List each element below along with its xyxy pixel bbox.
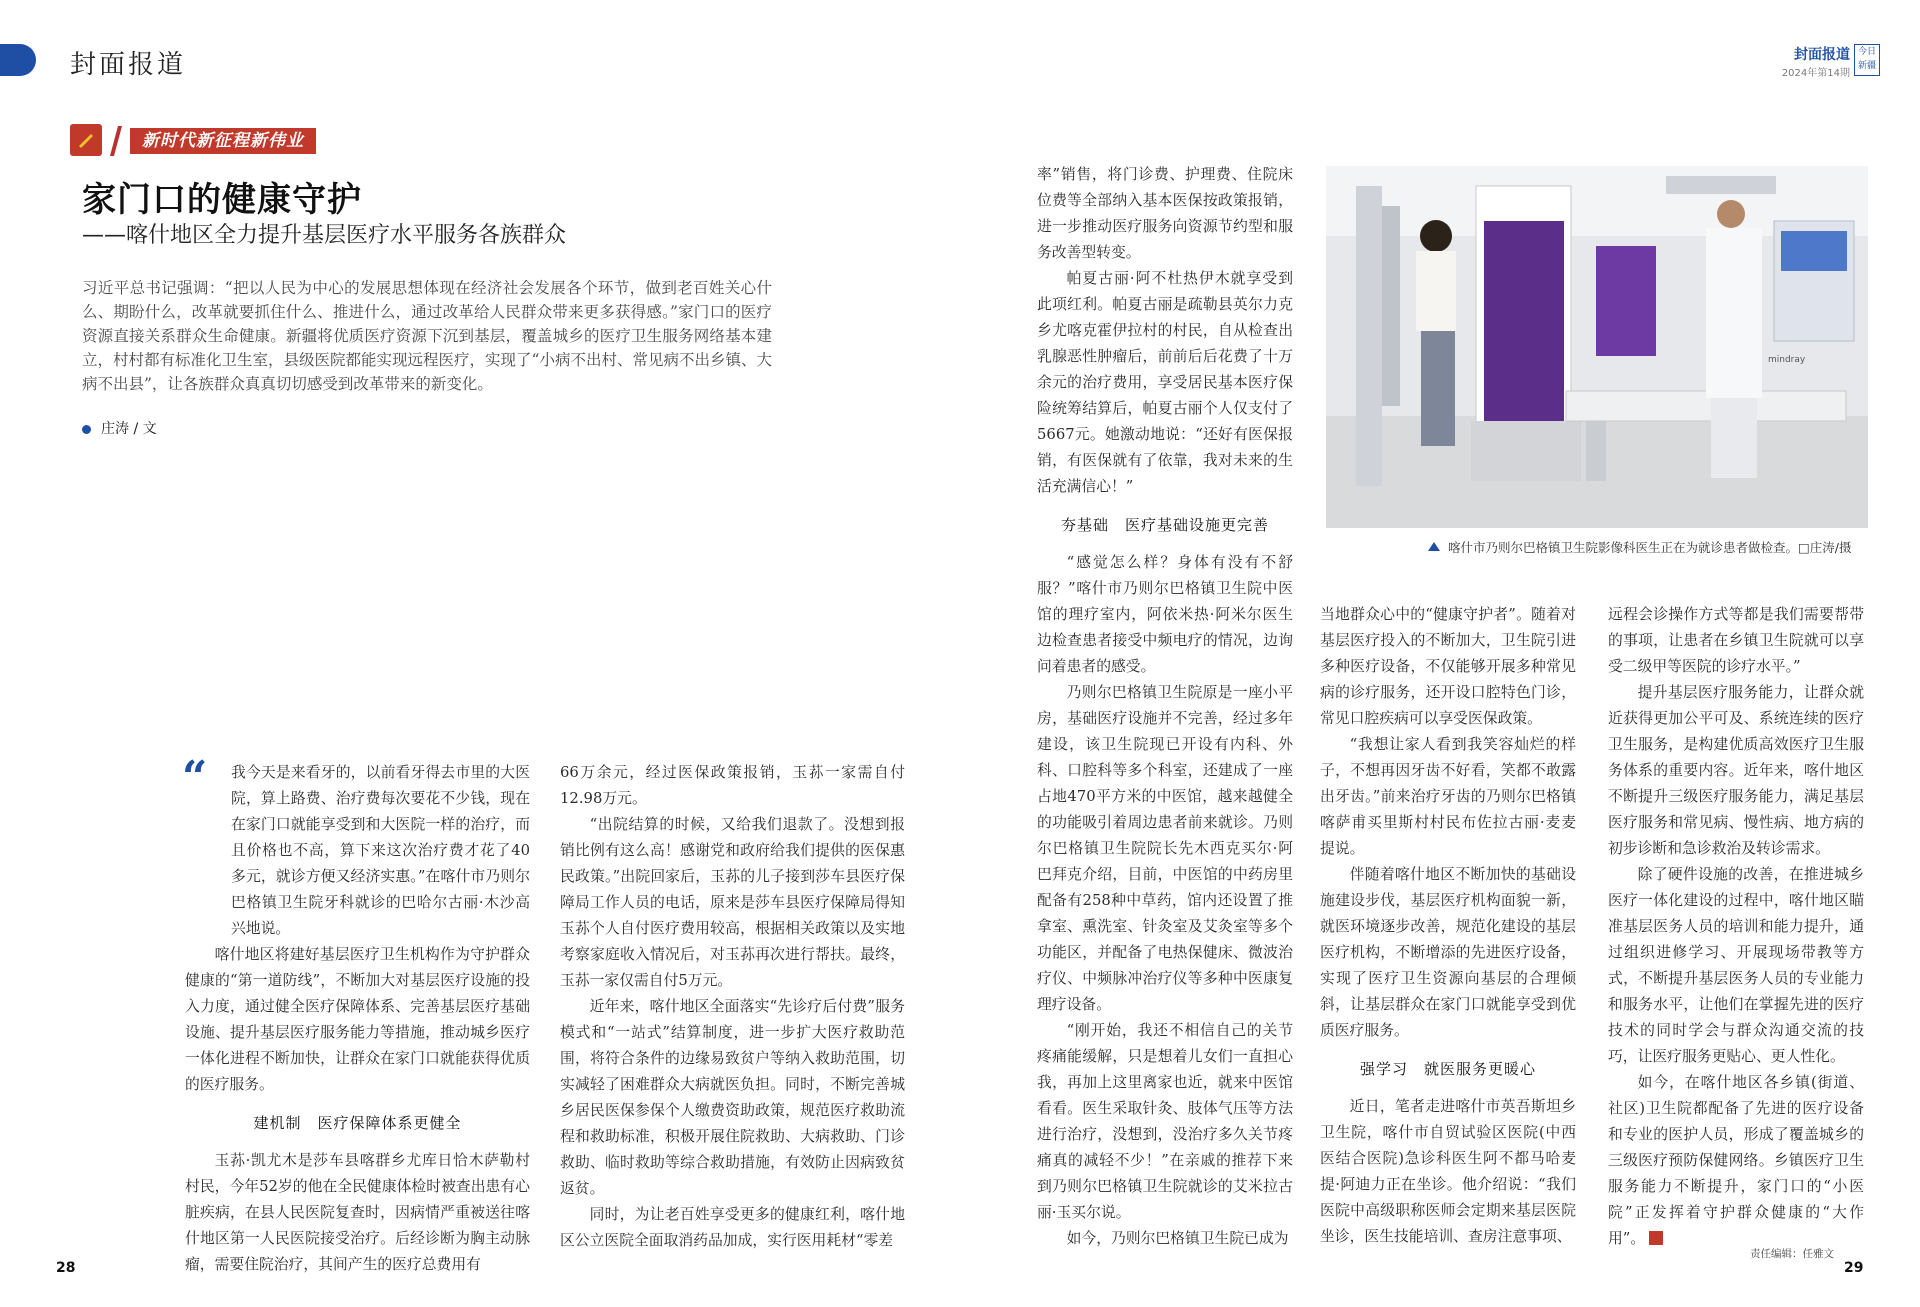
quote-mark-icon: “ [182, 752, 208, 803]
column-banner: 新时代新征程新伟业 [130, 128, 316, 154]
paragraph: 远程会诊操作方式等都是我们需要帮带的事项，让患者在乡镇卫生院就可以享受二级甲等医院的诊疗水平。” [1608, 606, 1864, 675]
paragraph: 当地群众心中的“健康守护者”。随着对基层医疗投入的不断加大，卫生院引进多种医疗设备，不仅能够开展多种常见病的诊疗服务，还开设口腔特色门诊，常见口腔疾病可以享受医保政策。 [1320, 606, 1576, 727]
page-number-right: 29 [1844, 1260, 1864, 1276]
paragraph: 除了硬件设施的改善，在推进城乡医疗一体化建设的过程中，喀什地区瞄准基层医务人员的培训和能力提升，通过组织进修学习、开展现场带教等方式，不断提升基层医务人员的专业能力和服务水平，让他们在掌握先进的医疗技术的同时学会与群众沟通交流的技巧，让医疗服务更贴心、更人性化。 [1608, 866, 1864, 1065]
brand-name: 封面报道 [1794, 47, 1850, 63]
section-heading: 建机制 医疗保障体系更健全 [253, 1114, 462, 1132]
section-heading: 夯基础 医疗基础设施更完善 [1060, 516, 1269, 534]
byline [82, 418, 157, 438]
article-photo [1326, 166, 1868, 528]
photo-caption: 喀什市乃则尔巴格镇卫生院影像科医生正在为就诊患者做检查。□庄涛/摄 [1448, 540, 1852, 555]
paragraph: “感觉怎么样？身体有没有不舒服？”喀什市乃则尔巴格镇卫生院中医馆的理疗室内，阿依米热·阿米尔医生边检查患者接受中频电疗的情况，边询问着患者的感受。 [1037, 554, 1293, 675]
paragraph: 近年来，喀什地区全面落实“先诊疗后付费”服务模式和“一站式”结算制度，进一步扩大医疗救助范围，将符合条件的边缘易致贫户等纳入救助范围，切实减轻了困难群众大病就医负担。同时，不断完善城乡居民医保参保个人缴费资助政策，规范医疗救助流程和救助标准，积极开展住院救助、大病救助、门诊救助、临时救助等综合救助措施，有效防止因病致贫返贫。 [560, 998, 905, 1197]
byline-dot-icon [82, 425, 91, 434]
text-column-2 [560, 760, 905, 1254]
paragraph: 66万余元，经过医保政策报销，玉荪一家需自付12.98万元。 [560, 764, 905, 807]
article-lead: 习近平总书记强调：“把以人民为中心的发展思想体现在经济社会发展各个环节，做到老百姓关心什么、期盼什么，改革就要抓住什么、推进什么，通过改革给人民群众带来更多获得感。”家门口的医疗资源直接关系群众生命健康。新疆将优质医疗资源下沉到基层，覆盖城乡的医疗卫生服务网络基本建立，村村都有标准化卫生室，县级医院都能实现远程医疗，实现了“小病不出村、常见病不出乡镇、大病不出县”，让各族群众真真切切感受到改革带来的新变化。 [82, 279, 772, 393]
paragraph: 近日，笔者走进喀什市英吾斯坦乡卫生院，喀什市自贸试验区医院(中西医结合医院)急诊科医生阿不都马哈麦提·阿迪力正在坐诊。他介绍说：“我们医院中高级职称医师会定期来基层医院坐诊，医生技能培训、查房注意事项、 [1320, 1098, 1576, 1245]
section-heading: 强学习 就医服务更暖心 [1359, 1060, 1536, 1078]
paragraph [1608, 1070, 1864, 1252]
end-mark-icon [1649, 1231, 1663, 1245]
party-emblem-icon [70, 124, 102, 156]
page-number-left: 28 [56, 1260, 76, 1276]
text-column-3 [1037, 162, 1293, 1252]
issue-number: 2024年第14期 [1781, 68, 1850, 79]
text-column-5 [1608, 602, 1864, 1252]
paragraph: “我想让家人看到我笑容灿烂的样子，不想再因牙齿不好看，笑都不敢露出牙齿。”前来治疗牙齿的乃则尔巴格镇喀萨甫买里斯村村民布佐拉古丽·麦麦提说。 [1320, 736, 1576, 857]
equipment-brand-label: mindray [1768, 355, 1806, 365]
paragraph: “出院结算的时候，又给我们退款了。没想到报销比例有这么高！感谢党和政府给我们提供的医保惠民政策。”出院回家后，玉荪的儿子接到莎车县医疗保障局工作人员的电话，原来是莎车县医疗保障局得知玉荪个人自付医疗费用较高，根据相关政策以及实地考察家庭收入情况后，对玉荪再次进行帮扶。最终，玉荪一家仅需自付5万元。 [560, 816, 905, 989]
paragraph: 如今，乃则尔巴格镇卫生院已成为 [1066, 1230, 1289, 1247]
magazine-brand [1782, 44, 1850, 79]
magazine-logo: 今日新疆 [1854, 44, 1880, 76]
paragraph: 乃则尔巴格镇卫生院原是一座小平房，基础医疗设施并不完善，经过多年建设，该卫生院现已开设有内科、外科、口腔科等多个科室，还建成了一座占地470平方米的中医馆，越来越健全的功能吸引着周边患者前来就诊。乃则尔巴格镇卫生院院长先木西克买尔·阿巴拜克介绍，目前，中医馆的中药房里配备有258种中草药，馆内还设置了推拿室、熏洗室、针灸室及艾灸室等多个功能区，并配备了电热保健床、微波治疗仪、中频脉冲治疗仪等多种中医康复理疗设备。 [1037, 684, 1293, 1013]
text-column-4 [1320, 602, 1576, 1250]
section-tab-marker [0, 44, 36, 76]
paragraph: 提升基层医疗服务能力，让群众就近获得更加公平可及、系统连续的医疗卫生服务，是构建优质高效医疗卫生服务体系的重要内容。近年来，喀什地区不断提升三级医疗服务能力，满足基层医疗服务和常见病、慢性病、地方病的初步诊断和急诊救治及转诊需求。 [1608, 684, 1864, 857]
editor-credit: 责任编辑：任雅文 [1750, 1248, 1834, 1260]
caption-arrow-icon [1428, 542, 1440, 551]
article-title: 家门口的健康守护 [82, 180, 362, 220]
byline-author: 庄涛 / 文 [101, 421, 157, 437]
paragraph: 伴随着喀什地区不断加快的基础设施建设步伐，基层医疗机构面貌一新，就医环境逐步改善，规范化建设的基层医疗机构，不断增添的先进医疗设备，实现了医疗卫生资源向基层的合理倾斜，让基层群众在家门口就能享受到优质医疗服务。 [1320, 866, 1576, 1039]
paragraph: 喀什地区将建好基层医疗卫生机构作为守护群众健康的“第一道防线”，不断加大对基层医疗设施的投入力度，通过健全医疗保障体系、完善基层医疗基础设施、提升基层医疗服务能力等措施，推动城乡医疗一体化进程不断加快，让群众在家门口就能获得优质的医疗服务。 [185, 946, 530, 1093]
section-label: 封面报道 [70, 50, 187, 80]
paragraph: 我今天是来看牙的，以前看牙得去市里的大医院，算上路费、治疗费每次要花不少钱，现在在家门口就能享受到和大医院一样的治疗，而且价格也不高，算下来这次治疗费才花了40多元，就诊方便又经济实惠。”在喀什市乃则尔巴格镇卫生院牙科就诊的巴哈尔古丽·木沙高兴地说。 [231, 764, 530, 937]
paragraph: 帕夏古丽·阿不杜热伊木就享受到此项红利。帕夏古丽是疏勒县英尔力克乡尤喀克霍伊拉村的村民，自从检查出乳腺恶性肿瘤后，前前后后花费了十万余元的治疗费用，享受居民基本医疗保险统筹结算后，帕夏古丽个人仅支付了5667元。她激动地说：“还好有医保报销，有医保就有了依靠，我对未来的生活充满信心！” [1037, 270, 1293, 495]
banner-divider [110, 126, 122, 156]
paragraph: 率”销售，将门诊费、护理费、住院床位费等全部纳入基本医保按政策报销，进一步推动医疗服务向资源节约型和服务改善型转变。 [1037, 166, 1293, 261]
paragraph-text: 如今，在喀什地区各乡镇(街道、社区)卫生院都配备了先进的医疗设备和专业的医护人员，形成了覆盖城乡的三级医疗预防保健网络。乡镇医疗卫生服务能力不断提升，家门口的“小医院”正发挥着守护群众健康的“大作用”。 [1608, 1074, 1864, 1247]
text-column-1 [185, 760, 530, 1278]
paragraph: 同时，为让老百姓享受更多的健康红利，喀什地区公立医院全面取消药品加成，实行医用耗材“零差 [560, 1206, 905, 1249]
paragraph: 玉荪·凯尤木是莎车县喀群乡尤库日恰木萨勒村村民，今年52岁的他在全民健康体检时被查出患有心脏疾病，在县人民医院复查时，因病情严重被送往喀什地区第一人民医院接受治疗。后经诊断为胸主动脉瘤，需要住院治疗，其间产生的医疗总费用有 [185, 1152, 530, 1273]
paragraph: “刚开始，我还不相信自己的关节疼痛能缓解，只是想着儿女们一直担心我，再加上这里离家也近，就来中医馆看看。医生采取针灸、肢体气压等方法进行治疗，没想到，没治疗多久关节疼痛真的减轻不少！”在亲戚的推荐下来到乃则尔巴格镇卫生院就诊的艾米拉古丽·玉买尔说。 [1037, 1022, 1293, 1221]
article-subtitle: ——喀什地区全力提升基层医疗水平服务各族群众 [82, 223, 567, 248]
